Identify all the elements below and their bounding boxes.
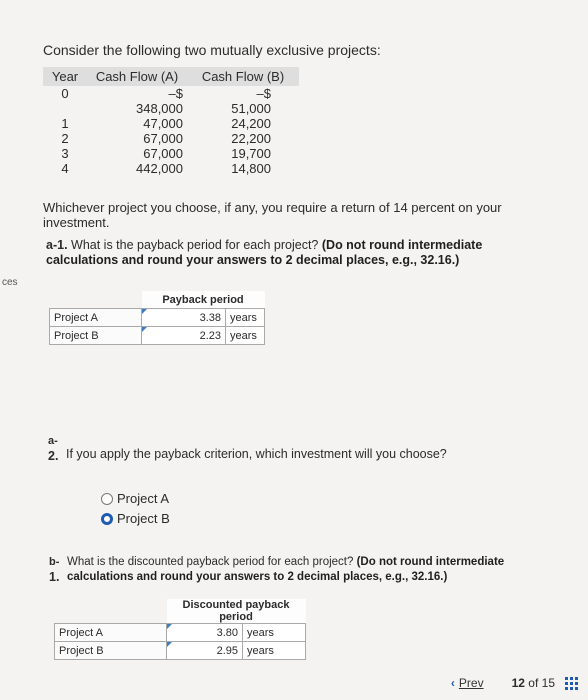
question-hint: (Do not round intermediate calculations and round your answers to 2 decimal places, e.g., 32.16.)	[46, 238, 483, 267]
discounted-payback-answer-table	[54, 599, 306, 660]
table-row	[55, 624, 306, 642]
col-header-cash-flow-a: Cash Flow (A)	[87, 67, 187, 86]
prev-button[interactable]	[451, 676, 484, 690]
radio-option-project-a[interactable]	[101, 491, 169, 506]
year-cell: 4	[61, 161, 69, 176]
table-row	[43, 131, 299, 146]
unit-label: years	[243, 624, 306, 642]
question-text: What is the discounted payback period for each project?	[67, 556, 354, 568]
discounted-input-project-a[interactable]: 3.80	[167, 624, 243, 642]
year-cell: 0	[61, 86, 69, 101]
question-a2-number	[48, 434, 58, 464]
col-header-year: Year	[43, 67, 87, 86]
radio-label: Project B	[117, 511, 170, 526]
radio-option-project-b[interactable]	[101, 511, 170, 526]
question-b1	[49, 555, 549, 585]
table-row	[50, 327, 265, 345]
pagination-nav	[451, 676, 578, 690]
total-pages: 15	[541, 676, 555, 690]
cash-flow-a-cell: 47,000	[143, 116, 183, 131]
payback-period-header: Payback period	[142, 291, 265, 309]
question-number-top: a-	[48, 435, 58, 447]
question-hint: (Do not round intermediate calculations and round your answers to 2 decimal places, e.g., 32.16.)	[67, 556, 505, 583]
table-row	[43, 116, 299, 131]
current-page: 12	[511, 676, 525, 690]
question-a2-text: If you apply the payback criterion, which investment will you choose?	[66, 447, 447, 461]
side-panel-label: ces	[2, 277, 18, 288]
cash-flow-b-cell: –$ 51,000	[231, 86, 271, 116]
discounted-input-project-b[interactable]: 2.95	[167, 642, 243, 660]
cash-flow-a-cell: 67,000	[143, 131, 183, 146]
unit-label: years	[226, 309, 265, 327]
project-label: Project B	[50, 327, 142, 345]
table-row	[43, 86, 299, 116]
col-header-cash-flow-b: Cash Flow (B)	[187, 67, 299, 86]
table-row	[55, 642, 306, 660]
cash-flow-b-cell: 24,200	[231, 116, 271, 131]
year-cell: 2	[61, 131, 69, 146]
cash-flow-b-cell: 19,700	[231, 146, 271, 161]
prev-label: Prev	[458, 676, 484, 690]
cash-flow-a-cell: 67,000	[143, 146, 183, 161]
question-number-bottom: 1.	[49, 570, 60, 584]
radio-selected-icon[interactable]	[101, 513, 113, 525]
question-number: a-1.	[46, 238, 68, 252]
year-cell: 3	[61, 146, 69, 161]
radio-label: Project A	[117, 491, 170, 506]
cash-flow-b-cell: 14,800	[231, 161, 271, 176]
cash-flow-b-cell: 22,200	[231, 131, 271, 146]
project-label: Project B	[55, 642, 167, 660]
chevron-left-icon: ‹	[450, 676, 455, 690]
unit-label: years	[243, 642, 306, 660]
discounted-payback-header: Discounted payback period	[167, 599, 306, 624]
table-row	[50, 309, 265, 327]
required-return-text: Whichever project you choose, if any, you require a return of 14 percent on your investment.	[43, 200, 502, 230]
project-label: Project A	[55, 624, 167, 642]
year-cell: 1	[61, 116, 69, 131]
question-intro: Consider the following two mutually exclusive projects:	[43, 42, 381, 58]
project-label: Project A	[50, 309, 142, 327]
question-text: What is the payback period for each project?	[71, 238, 319, 252]
question-a1	[46, 238, 551, 268]
table-row	[43, 161, 299, 176]
question-number-top: b-	[49, 556, 60, 568]
payback-answer-table	[49, 291, 265, 345]
cash-flow-a-cell: 442,000	[136, 161, 183, 176]
cash-flow-table	[43, 67, 299, 176]
payback-input-project-b[interactable]: 2.23	[142, 327, 226, 345]
grid-icon[interactable]	[565, 677, 578, 690]
of-label: of	[528, 676, 539, 690]
page-counter	[512, 676, 555, 690]
table-row	[43, 146, 299, 161]
unit-label: years	[226, 327, 265, 345]
payback-input-project-a[interactable]: 3.38	[142, 309, 226, 327]
radio-unselected-icon[interactable]	[101, 493, 113, 505]
question-number-bottom: 2.	[48, 449, 59, 463]
cash-flow-a-cell: –$ 348,000	[136, 86, 183, 116]
